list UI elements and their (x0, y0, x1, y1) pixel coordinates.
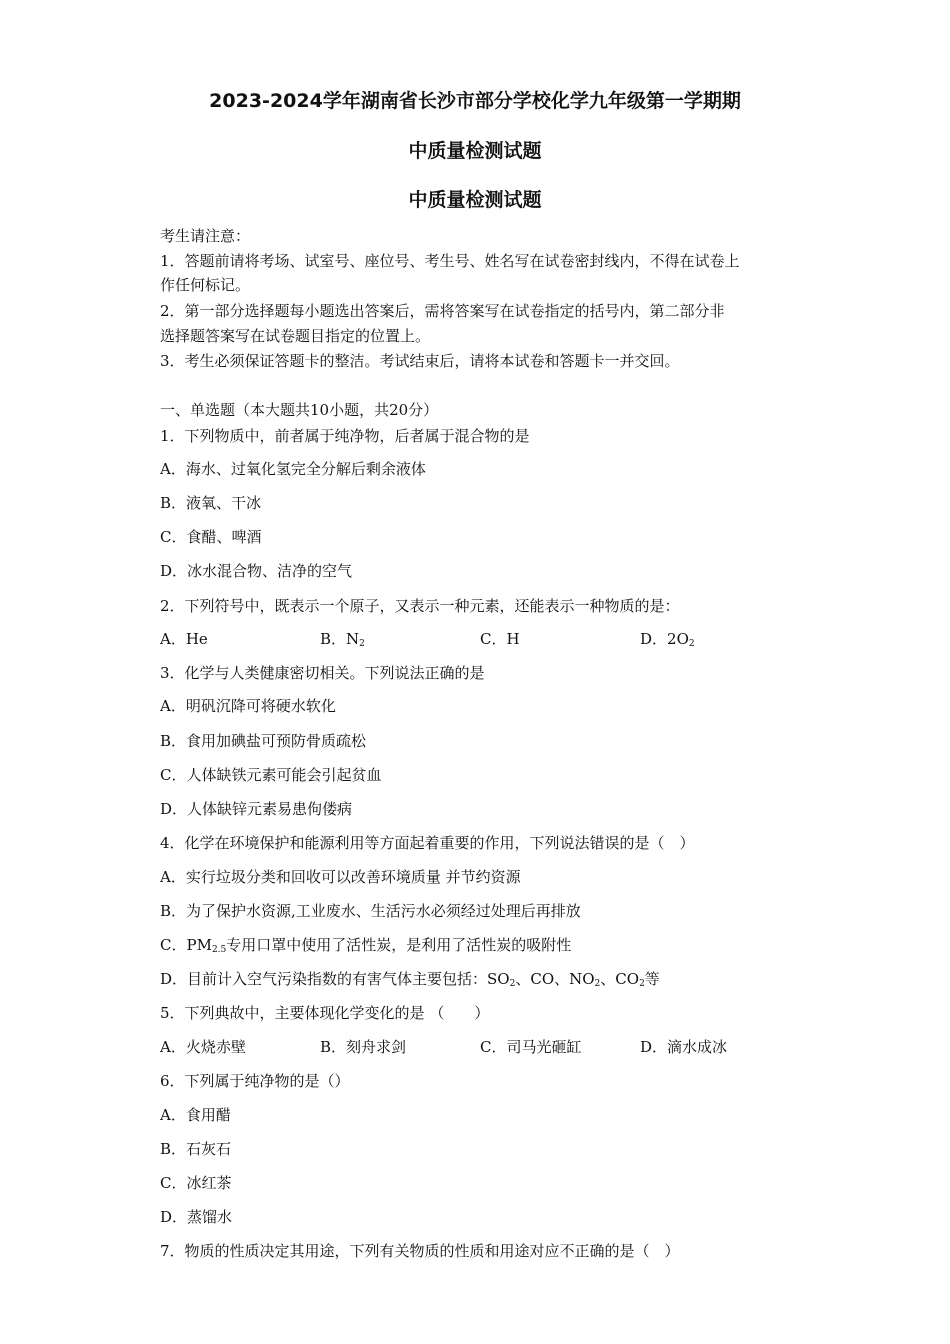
option-b: B．刻舟求剑 (320, 1038, 407, 1056)
option-d: D．滴水成冰 (640, 1038, 728, 1056)
option-a: A．食用醋 (160, 1106, 231, 1124)
page-title-line-3: 中质量检测试题 (408, 189, 542, 211)
option-d: D．人体缺锌元素易患佝偻病 (160, 800, 353, 818)
option-c: C．人体缺铁元素可能会引起贫血 (160, 766, 382, 784)
option-c: C．食醋、啤酒 (160, 528, 262, 546)
option-b: B．$N_2$ (320, 630, 365, 649)
option-c: C．冰红茶 (160, 1174, 232, 1192)
option-a: A．火烧赤壁 (160, 1038, 246, 1056)
option-b: B．石灰石 (160, 1140, 232, 1158)
page-title-line-2: 中质量检测试题 (408, 140, 542, 162)
option-b: B．食用加碘盐可预防骨质疏松 (160, 732, 367, 750)
notice-item-1-line-1: 1．答题前请将考场、试室号、座位号、考生号、姓名写在试卷密封线内，不得在试卷上 (160, 252, 740, 270)
option-a: A．He (160, 630, 208, 648)
question-stem: 2．下列符号中，既表示一个原子，又表示一种元素，还能表示一种物质的是： (160, 597, 680, 615)
options-row (160, 1037, 800, 1057)
option-d: D．$2O_2$ (640, 630, 695, 649)
section-heading: 一、单选题（本大题共10小题，共20分） (160, 401, 439, 419)
option-a: A．实行垃圾分类和回收可以改善环境质量 并节约资源 (160, 868, 521, 886)
option-b: B．为了保护水资源,工业废水、生活污水必须经过处理后再排放 (160, 902, 581, 920)
notice-item-2-line-1: 2．第一部分选择题每小题选出答案后，需将答案写在试卷指定的括号内，第二部分非 (160, 302, 725, 320)
notice-item-2-line-2: 选择题答案写在试卷题目指定的位置上。 (160, 327, 431, 345)
option-d: D．冰水混合物、洁净的空气 (160, 562, 353, 580)
question-stem: 3．化学与人类健康密切相关。下列说法正确的是 (160, 664, 485, 682)
page-title-line-1: 2023-2024学年湖南省长沙市部分学校化学九年级第一学期期 (209, 90, 741, 112)
options-row (160, 629, 800, 649)
option-c: C．司马光砸缸 (480, 1038, 582, 1056)
notice-item-1-line-2: 作任何标记。 (160, 276, 251, 294)
option-b: B．液氧、干冰 (160, 494, 262, 512)
question-stem: 7．物质的性质决定其用途，下列有关物质的性质和用途对应不正确的是（ ） (160, 1242, 680, 1260)
option-c: C．$PM_{2.5}$专用口罩中使用了活性炭，是利用了活性炭的吸附性 (160, 936, 572, 955)
option-d: D．蒸馏水 (160, 1208, 233, 1226)
question-stem: 6．下列属于纯净物的是（） (160, 1072, 350, 1090)
option-c: C．H (480, 630, 520, 648)
option-a: A．明矾沉降可将硬水软化 (160, 697, 336, 715)
question-stem: 5．下列典故中，主要体现化学变化的是 （ ） (160, 1004, 490, 1022)
question-stem: 1．下列物质中，前者属于纯净物，后者属于混合物的是 (160, 427, 530, 445)
question-stem: 4．化学在环境保护和能源利用等方面起着重要的作用，下列说法错误的是（ ） (160, 834, 695, 852)
option-d: D．目前计入空气污染指数的有害气体主要包括：$SO_2$、CO、$NO_2$、$CO_2$等 (160, 970, 660, 989)
notice-item-3: 3．考生必须保证答题卡的整洁。考试结束后，请将本试卷和答题卡一并交回。 (160, 352, 680, 370)
option-a: A．海水、过氧化氢完全分解后剩余液体 (160, 460, 426, 478)
notice-heading: 考生请注意： (160, 227, 251, 245)
